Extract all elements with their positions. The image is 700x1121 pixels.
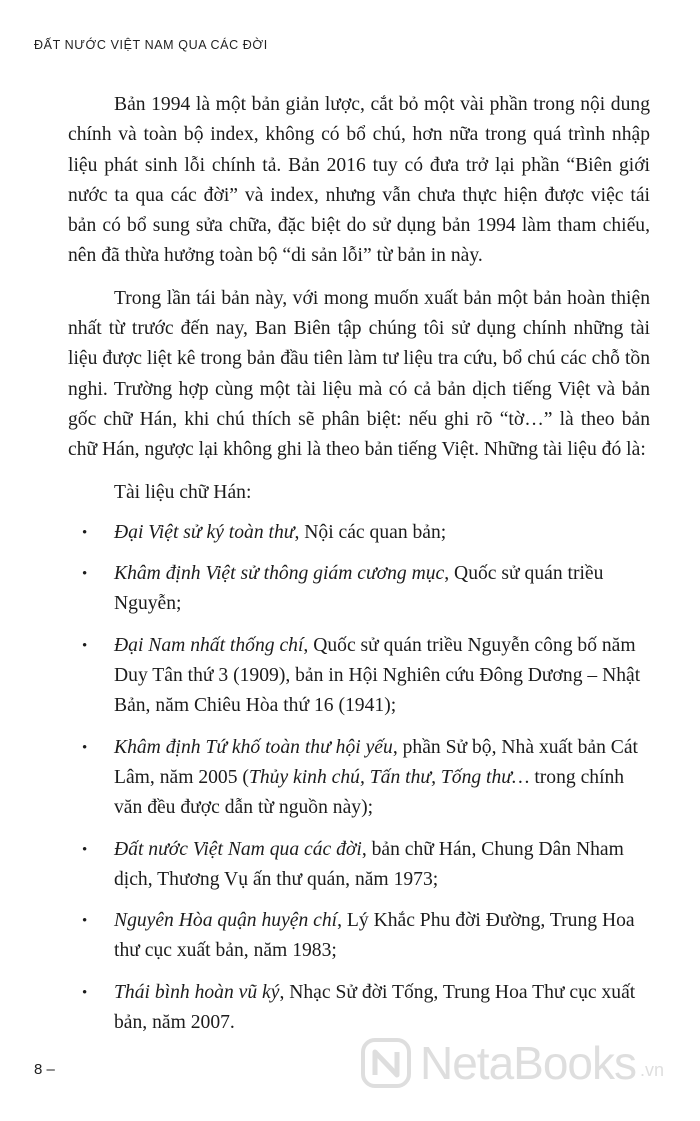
list-item (68, 906, 650, 967)
source-detail: , bản chữ Hán, Chung Dân Nham dịch, Thương Vụ ấn thư quán, năm 1973; (114, 838, 624, 890)
watermark-suffix: .vn (640, 1059, 665, 1080)
source-detail: , Quốc sử quán triều Nguyễn; (114, 563, 604, 615)
list-item (68, 835, 650, 896)
paragraph: Trong lần tái bản này, với mong muốn xuất bản một bản hoàn thiện nhất từ trước đến nay, Ban Biên tập chúng tôi sử dụng chính những tài liệu được liệt kê trong bản đầu tiên làm tư liệu tra cứu, bổ chú các chỗ tồn nghi. Trường hợp cùng một tài liệu mà có cả bản dịch tiếng Việt và bản gốc chữ Hán, khi chú thích sẽ phân biệt: nếu ghi rõ “tờ…” là theo bản chữ Hán, ngược lại không ghi là theo bản tiếng Việt. Những tài liệu đó là: (68, 287, 650, 461)
source-detail: , Nội các quan bản; (294, 521, 447, 543)
section-label: Tài liệu chữ Hán: (114, 481, 252, 503)
page-number: 8 – (34, 1061, 55, 1078)
source-title: Khâm định Việt sử thông giám cương mục (114, 563, 445, 585)
source-detail-end: trong chính văn đều được dẫn từ nguồn này); (114, 766, 625, 819)
source-title: Đất nước Việt Nam qua các đời (114, 838, 362, 860)
source-detail: , Quốc sử quán triều Nguyễn công bố năm Duy Tân thứ 3 (1909), bản in Hội Nghiên cứu Đông Dương – Nhật Bản, năm Chiêu Hòa thứ 16 (1941); (114, 634, 641, 717)
source-title: Khâm định Tứ khố toàn thư hội yếu (114, 736, 393, 758)
running-header: ĐẤT NƯỚC VIỆT NAM QUA CÁC ĐỜI (34, 38, 268, 52)
source-title: Nguyên Hòa quận huyện chí (114, 910, 338, 932)
source-title: Thái bình hoàn vũ ký (114, 981, 280, 1003)
source-title: Đại Việt sử ký toàn thư (114, 521, 295, 543)
source-detail: , Nhạc Sử đời Tống, Trung Hoa Thư cục xuất bản, năm 2007. (114, 981, 636, 1034)
source-subtitles: Thủy kinh chú, Tấn thư, Tống thư… (248, 766, 530, 788)
list-item (68, 631, 650, 722)
list-item (68, 518, 650, 548)
source-detail: , Lý Khắc Phu đời Đường, Trung Hoa thư cục xuất bản, năm 1983; (114, 910, 635, 962)
list-item (68, 733, 650, 824)
source-title: Đại Nam nhất thống chí (114, 634, 304, 656)
netabooks-logo-icon (360, 1037, 412, 1089)
list-item (68, 559, 650, 620)
source-list (68, 518, 650, 1038)
source-detail: , phần Sử bộ, Nhà xuất bản Cát Lâm, năm 2005 ( (114, 736, 638, 788)
body-text (68, 90, 650, 1049)
paragraph: Bản 1994 là một bản giản lược, cắt bỏ một vài phần trong nội dung chính và toàn bộ index, không có bổ chú, hơn nữa trong quá trình nhập liệu phát sinh lỗi chính tả. Bản 2016 tuy có đưa trở lại phần “Biên giới nước ta qua các đời” và index, nhưng vẫn chưa thực hiện được việc tái bản có bổ sung sửa chữa, đặc biệt do sử dụng bản 1994 làm tham chiếu, nên đã thừa hưởng toàn bộ “di sản lỗi” từ bản in này. (68, 94, 650, 267)
watermark-brand: NetaBooks (420, 1037, 637, 1089)
watermark (360, 1023, 690, 1103)
